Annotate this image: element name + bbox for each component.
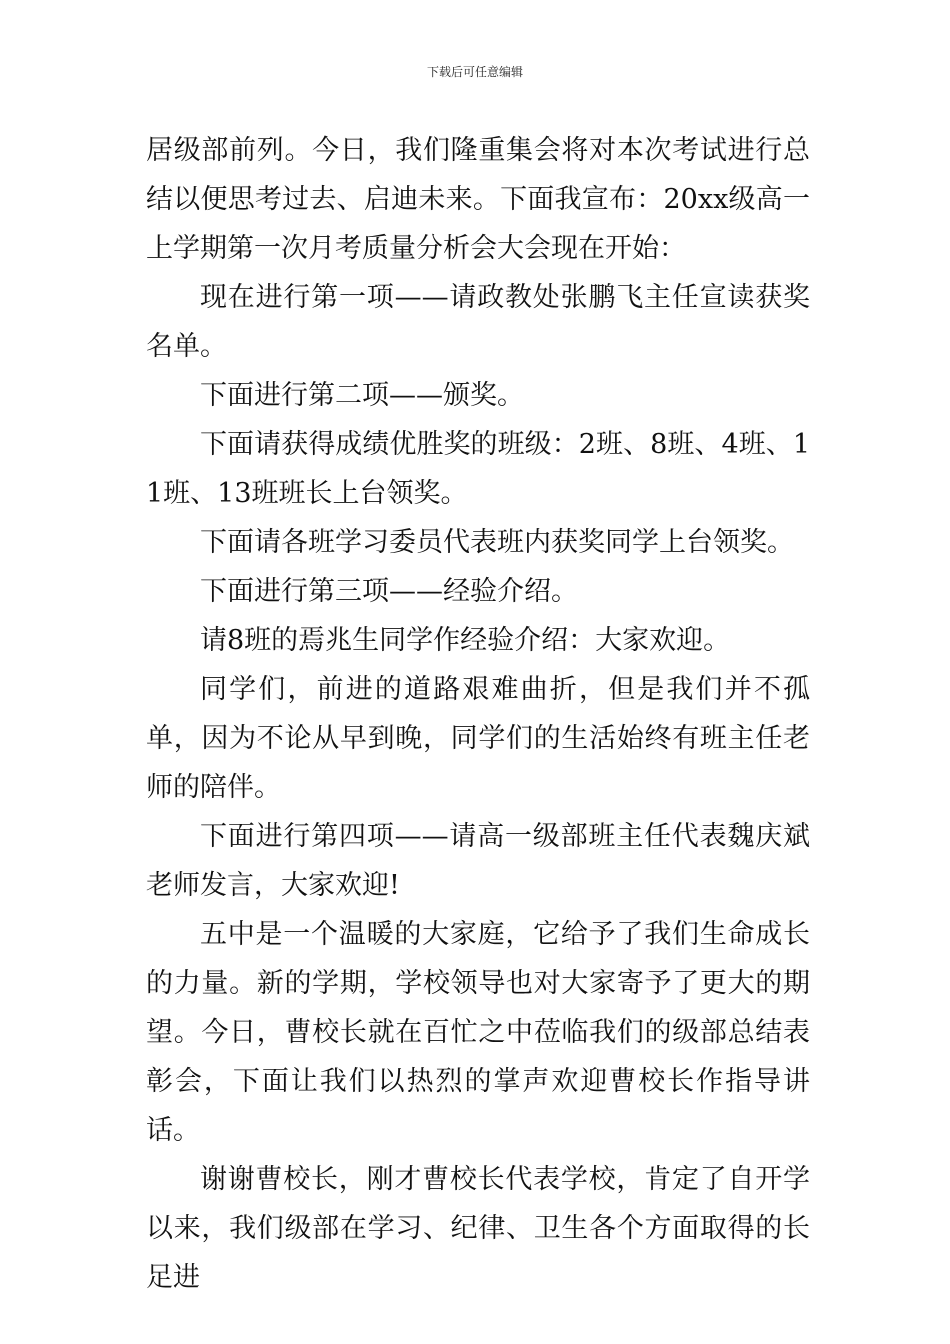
- paragraph-7: 请8班的焉兆生同学作经验介绍：大家欢迎。: [200, 625, 731, 656]
- paragraph-8: 同学们，前进的道路艰难曲折，但是我们并不孤单，因为不论从早到晚，同学们的生活始终有班主任老师的陪伴。: [146, 674, 810, 803]
- paragraph-4: 下面请获得成绩优胜奖的班级：2班、8班、4班、11班、13班班长上台领奖。: [146, 429, 810, 509]
- document-body: [146, 126, 810, 1302]
- paragraph-5: 下面请各班学习委员代表班内获奖同学上台领奖。: [200, 527, 794, 558]
- paragraph-11: 谢谢曹校长，刚才曹校长代表学校，肯定了自开学以来，我们级部在学习、纪律、卫生各个方面取得的长足进: [146, 1164, 810, 1293]
- paragraph-9: 下面进行第四项——请高一级部班主任代表魏庆斌老师发言，大家欢迎!: [146, 821, 810, 901]
- paragraph-3: 下面进行第二项——颁奖。: [200, 380, 524, 411]
- paragraph-10: 五中是一个温暖的大家庭，它给予了我们生命成长的力量。新的学期，学校领导也对大家寄予了更大的期望。今日，曹校长就在百忙之中莅临我们的级部总结表彰会，下面让我们以热烈的掌声欢迎曹校长作指导讲话。: [146, 919, 810, 1146]
- paragraph-1: 居级部前列。今日，我们隆重集会将对本次考试进行总结以便思考过去、启迪未来。下面我宣布：20xx级高一上学期第一次月考质量分析会大会现在开始：: [146, 135, 810, 264]
- paragraph-2: 现在进行第一项——请政教处张鹏飞主任宣读获奖名单。: [146, 282, 810, 362]
- paragraph-6: 下面进行第三项——经验介绍。: [200, 576, 578, 607]
- page-header: 下载后可任意编辑: [426, 65, 523, 79]
